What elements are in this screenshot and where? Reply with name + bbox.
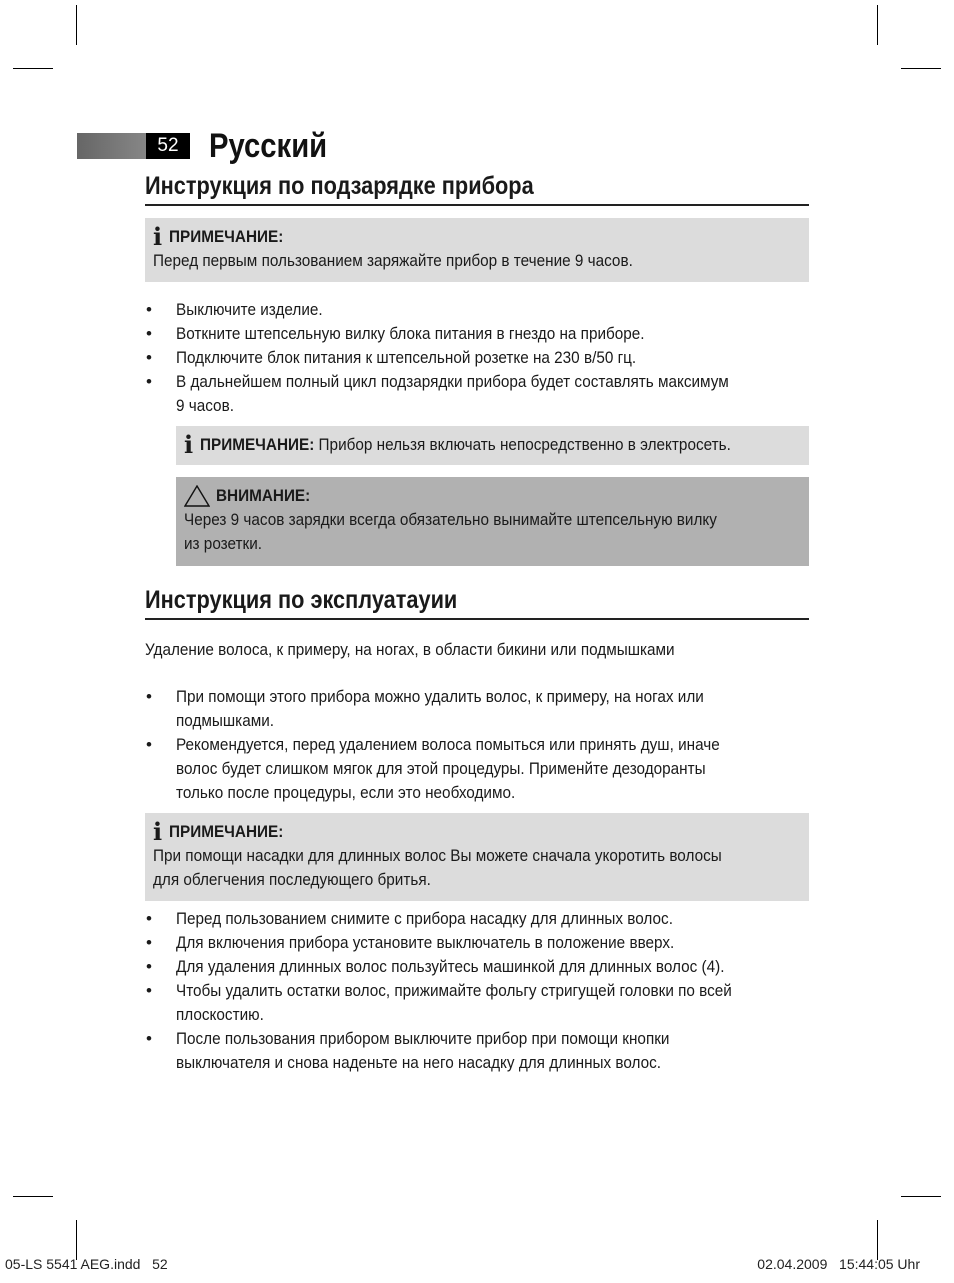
note-label: ПРИМЕЧАНИЕ: [169,227,284,246]
crop-mark [76,5,77,45]
note-box-first-use [145,218,809,282]
note-header [153,817,801,846]
list-item: • Чтобы удалить остатки волос, прижимайте фольгу стригущей головки по всей плоскостию. [145,979,809,1027]
operation-steps-list-2 [145,907,809,1075]
charging-section-title [145,170,809,206]
page-number: 52 [146,133,190,159]
operation-section-title [145,584,809,620]
note-box-long-hair [145,813,809,901]
crop-mark [76,1220,77,1260]
footer-file-name: 05-LS 5541 AEG.indd [5,1256,141,1272]
crop-mark [877,1220,878,1260]
list-item: • Подключите блок питания к штепсельной розетке на 230 в/50 гц. [145,346,809,370]
info-icon: i [153,222,163,251]
list-item: • В дальнейшем полный цикл подзарядки прибора будет составлять максимум 9 часов. [145,370,809,418]
charging-title-text: Инструкция по подзарядке прибора [145,172,534,200]
note-text: При помощи насадки для длинных волос Вы можете сначала укоротить волосы для облегчения последующего бритья. [153,846,722,889]
crop-mark [901,1196,941,1197]
list-item: • При помощи этого прибора можно удалить волос, к примеру, на ногах или подмышками. [145,685,809,733]
note-label: ПРИМЕЧАНИЕ: [169,822,284,841]
language-title: Русский [209,127,328,165]
list-item: • Для удаления длинных волос пользуйтесь машинкой для длинных волос (4). [145,955,809,979]
crop-mark [877,5,878,45]
operation-intro: Удаление волоса, к примеру, на ногах, в области бикини или подмышками [145,640,675,659]
note-box-mains [176,426,809,465]
info-icon: i [153,817,163,846]
note-header [153,222,801,251]
footer-date: 02.04.2009 [757,1256,828,1272]
note-inline [184,430,801,459]
footer-time: 15:44:05 Uhr [839,1256,920,1272]
crop-mark [901,68,941,69]
list-item: • Перед пользованием снимите с прибора насадку для длинных волос. [145,907,809,931]
warning-text: Через 9 часов зарядки всегда обязательно вынимайте штепсельную вилку из розетки. [184,510,717,553]
operation-title-text: Инструкция по эксплуатауии [145,586,458,614]
crop-mark [13,1196,53,1197]
list-item: • Воткните штепсельную вилку блока питания в гнездо на приборе. [145,322,809,346]
list-item: • Выключите изделие. [145,298,809,322]
list-item: • Рекомендуется, перед удалением волоса помыться или принять душ, иначе волос будет слишком мягок для этой процедуры. Применйте дезодоранты только после процедуры, если это необходимо. [145,733,809,805]
warning-header [184,484,801,508]
crop-mark [13,68,53,69]
note-text [153,249,801,273]
warning-box [176,477,809,566]
info-icon: i [184,430,194,459]
list-item: • После пользования прибором выключите прибор при помощи кнопки выключателя и снова наденьте на него насадку для длинных волос. [145,1027,809,1075]
warning-label: ВНИМАНИЕ: [216,486,311,505]
warning-triangle-icon [184,485,210,507]
note-text-line: Прибор нельзя включать непосредственно в электросеть. [318,435,731,454]
note-text-line: Перед первым пользованием заряжайте прибор в течение 9 часов. [153,251,633,270]
footer-timestamp [757,1255,920,1273]
list-item: • Для включения прибора установите выключатель в положение вверх. [145,931,809,955]
operation-steps-list [145,685,809,805]
charging-steps-list [145,298,809,418]
footer-file-info [5,1255,168,1273]
footer-page: 52 [152,1256,168,1272]
note-label: ПРИМЕЧАНИЕ: [200,435,315,454]
